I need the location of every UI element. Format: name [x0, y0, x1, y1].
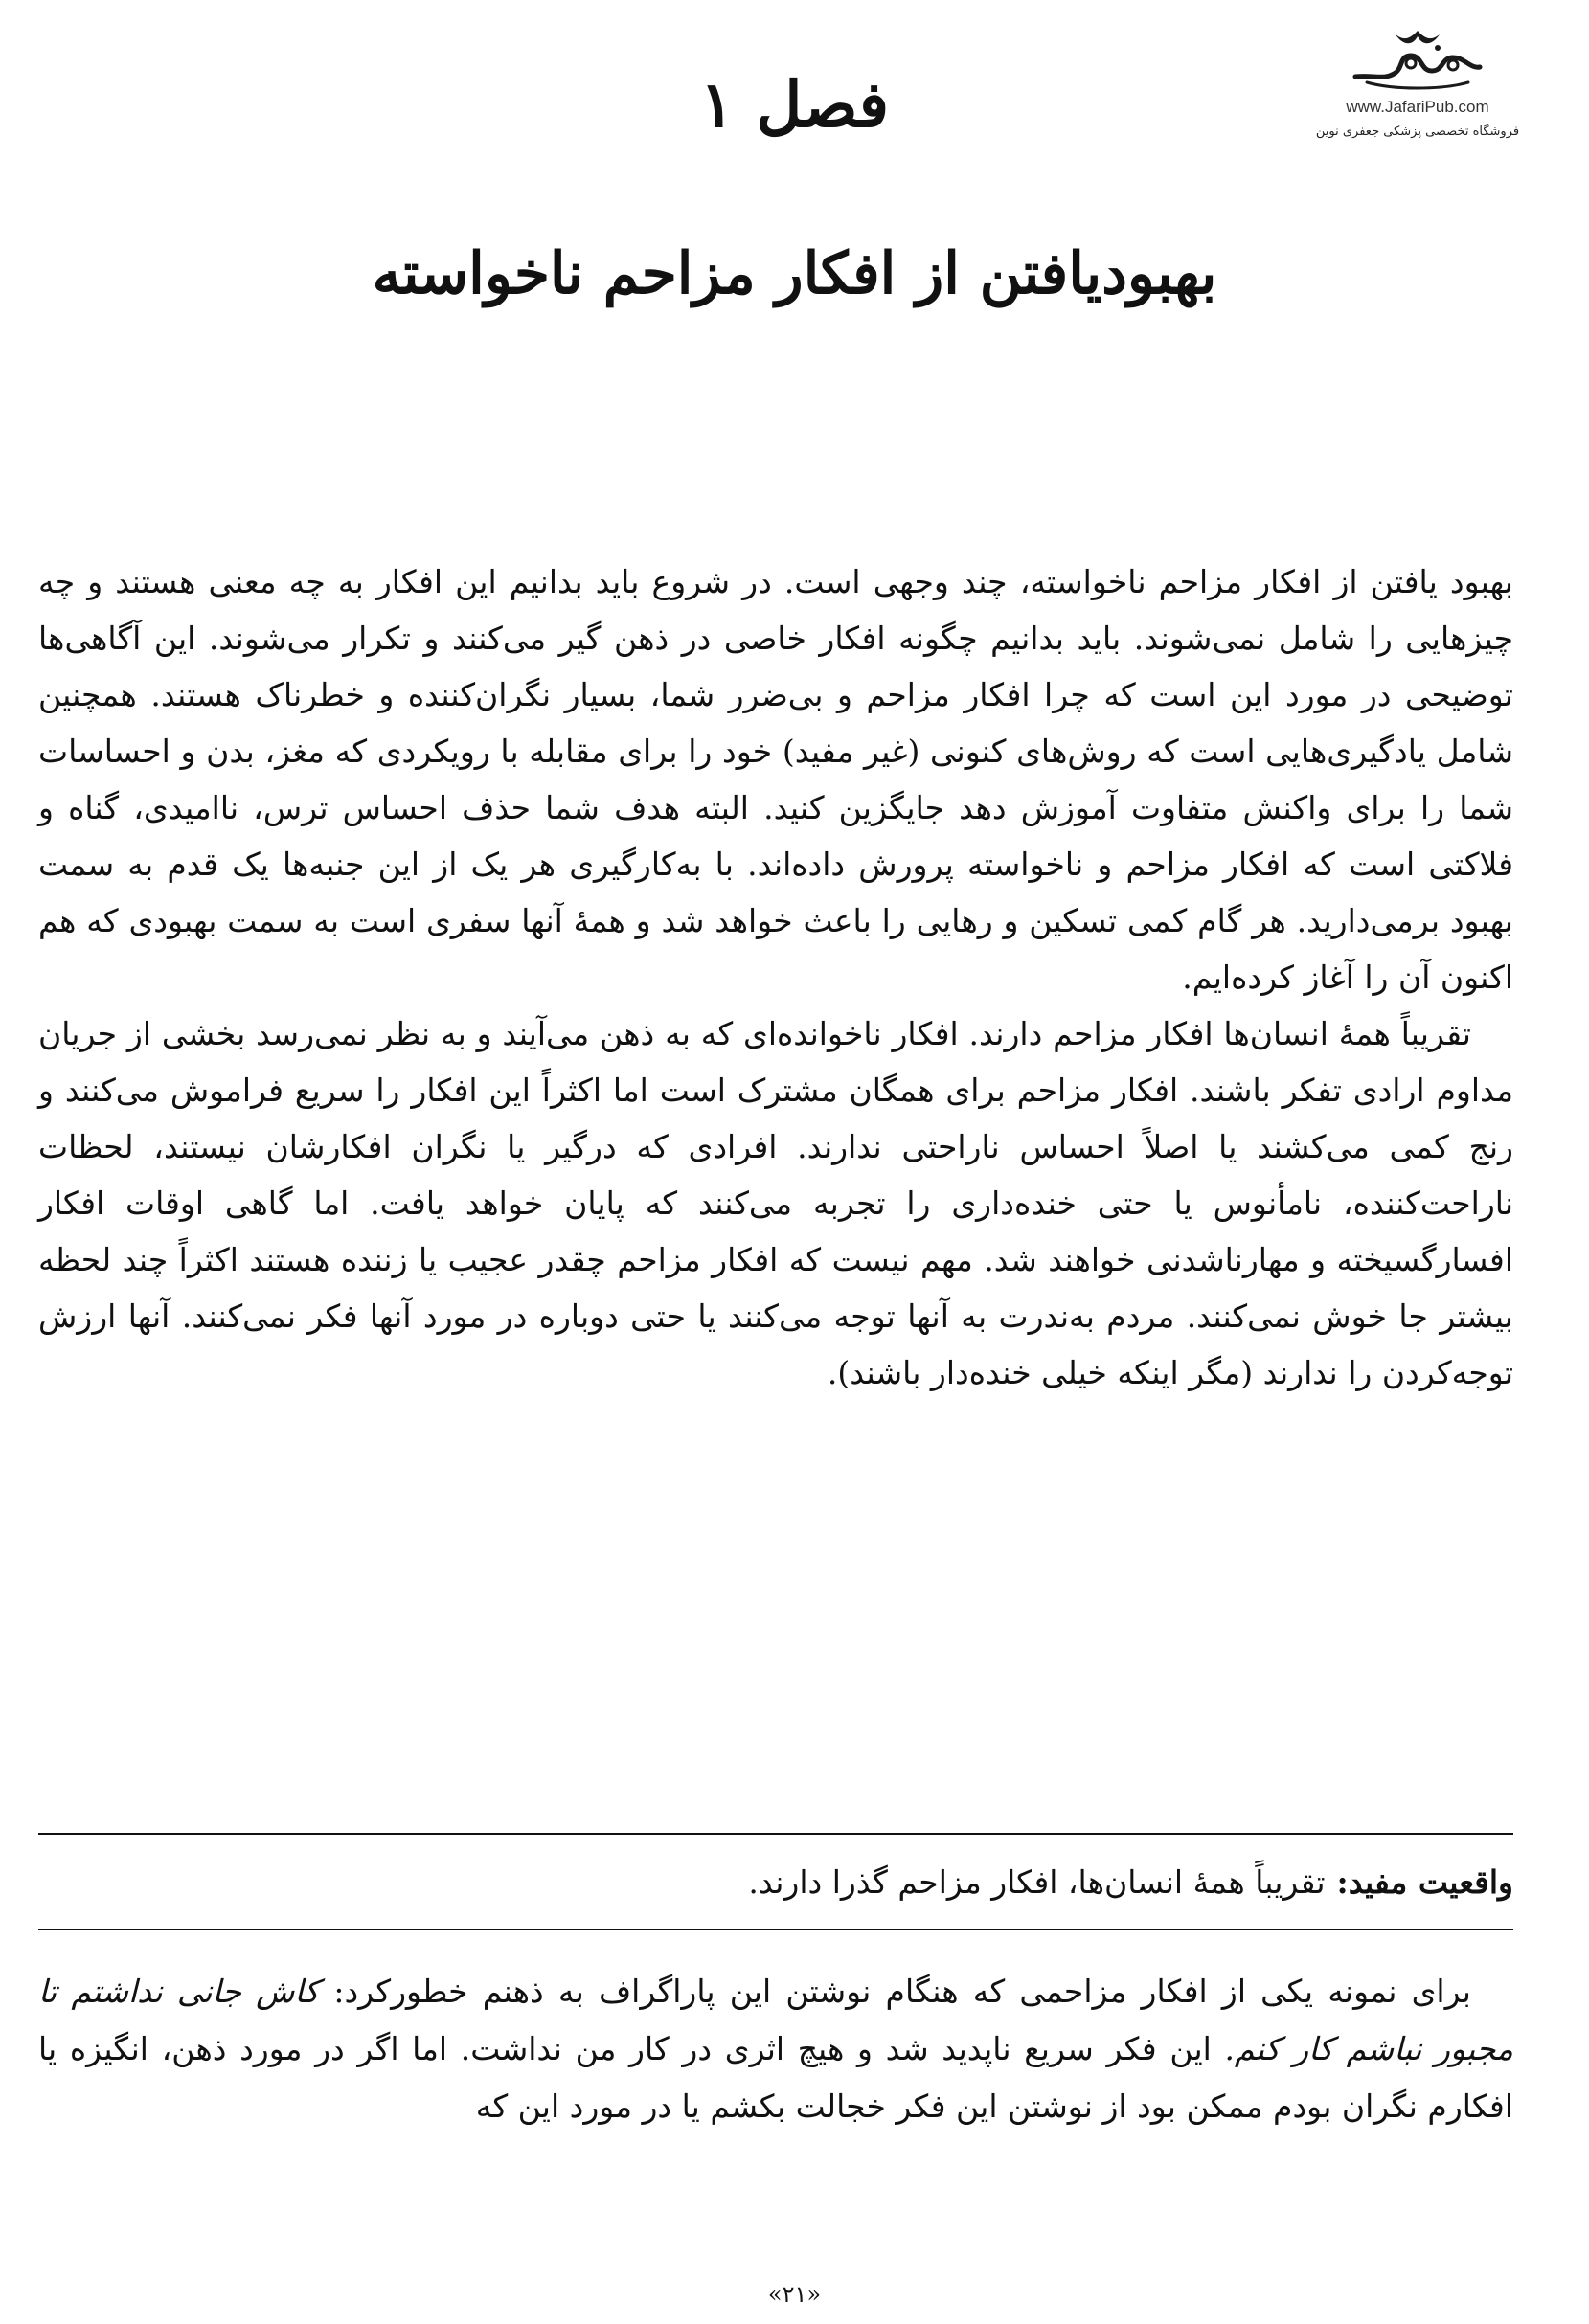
chapter-title: بهبودیافتن از افکار مزاحم ناخواسته: [372, 240, 1217, 307]
example-paragraph: [38, 1963, 1513, 2135]
body-text: [38, 553, 1513, 1401]
logo-caption: فروشگاه تخصصی پزشکی جعفری نوین: [1315, 124, 1520, 139]
page-number: «۲۱»: [767, 2281, 822, 2308]
example-intrusive-thought: کاش جانی نداشتم تا مجبور نباشم کار کنم.: [38, 1973, 1513, 2067]
example-lead: برای نمونه یکی از افکار مزاحمی که هنگام نوشتن این پاراگراف به ذهنم خطورکرد:: [319, 1973, 1471, 2010]
logo-url: www.JafariPub.com: [1346, 98, 1489, 116]
paragraph-2: تقریباً همهٔ انسان‌ها افکار مزاحم دارند. افکار ناخوانده‌ای که به ذهن می‌آیند و به نظر نمی‌رسد بخشی از جریان مداوم ارادی تفکر باشند. افکار مزاحم برای همگان مشترک است اما اکثراً این افکار را سریع فراموش می‌کنند و رنج کمی می‌کشند یا اصلاً احساس ناراحتی ندارند. افرادی که درگیر یا نگران افکارشان نیستند، لحظات ناراحت‌کننده، نامأنوس یا حتی خنده‌داری را تجربه می‌کنند که پایان خواهد یافت. اما گاهی اوقات افکار افسارگسیخته و مهارناشدنی خواهند شد. مهم نیست که افکار مزاحم چقدر عجیب یا زننده هستند اکثراً چند لحظه بیشتر جا خوش نمی‌کنند. مردم به‌ندرت به آنها توجه می‌کنند یا حتی دوباره در مورد آنها فکر نمی‌کنند. آنها ارزش توجه‌کردن را ندارند (مگر اینکه خیلی خنده‌دار باشند).: [38, 1015, 1513, 1391]
helpful-fact-label: واقعیت مفید:: [1336, 1862, 1513, 1901]
helpful-fact-text: تقریباً همهٔ انسان‌ها، افکار مزاحم گذرا دارند.: [748, 1862, 1326, 1901]
helpful-fact-box: [38, 1833, 1513, 1930]
paragraph-1: بهبود یافتن از افکار مزاحم ناخواسته، چند وجهی است. در شروع باید بدانیم این افکار به چه معنی هستند و چه چیزهایی را شامل نمی‌شوند. باید بدانیم چگونه افکار خاصی در ذهن گیر می‌کنند و تکرار می‌شوند. این آگاهی‌ها توضیحی در مورد این است که چرا افکار مزاحم و بی‌ضرر شما، بسیار نگران‌کننده و خطرناک هستند. همچنین شامل یادگیری‌هایی است که روش‌های کنونی (غیر مفید) خود را برای مقابله با رویکردی که مغز، بدن و احساسات شما را برای واکنش متفاوت آموزش دهد جایگزین کنید. البته هدف شما حذف احساس ترس، ناامیدی، گناه و فلاکتی است که افکار مزاحم و ناخواسته پرورش داده‌اند. با به‌کارگیری هر یک از این جنبه‌ها یک قدم به سمت بهبود برمی‌دارید. هر گام کمی تسکین و رهایی را باعث خواهد شد و همهٔ آنها سفری است به سمت بهبودی که هم اکنون آن را آغاز کرده‌ایم.: [38, 563, 1513, 996]
chapter-label: فصل ۱: [699, 67, 890, 142]
example-rest: این فکر سریع ناپدید شد و هیچ اثری در کار من نداشت. اما اگر در مورد ذهن، انگیزه یا افکارم نگران بودم ممکن بود از نوشتن این فکر خجالت بکشم یا در مورد این که: [38, 2030, 1513, 2125]
